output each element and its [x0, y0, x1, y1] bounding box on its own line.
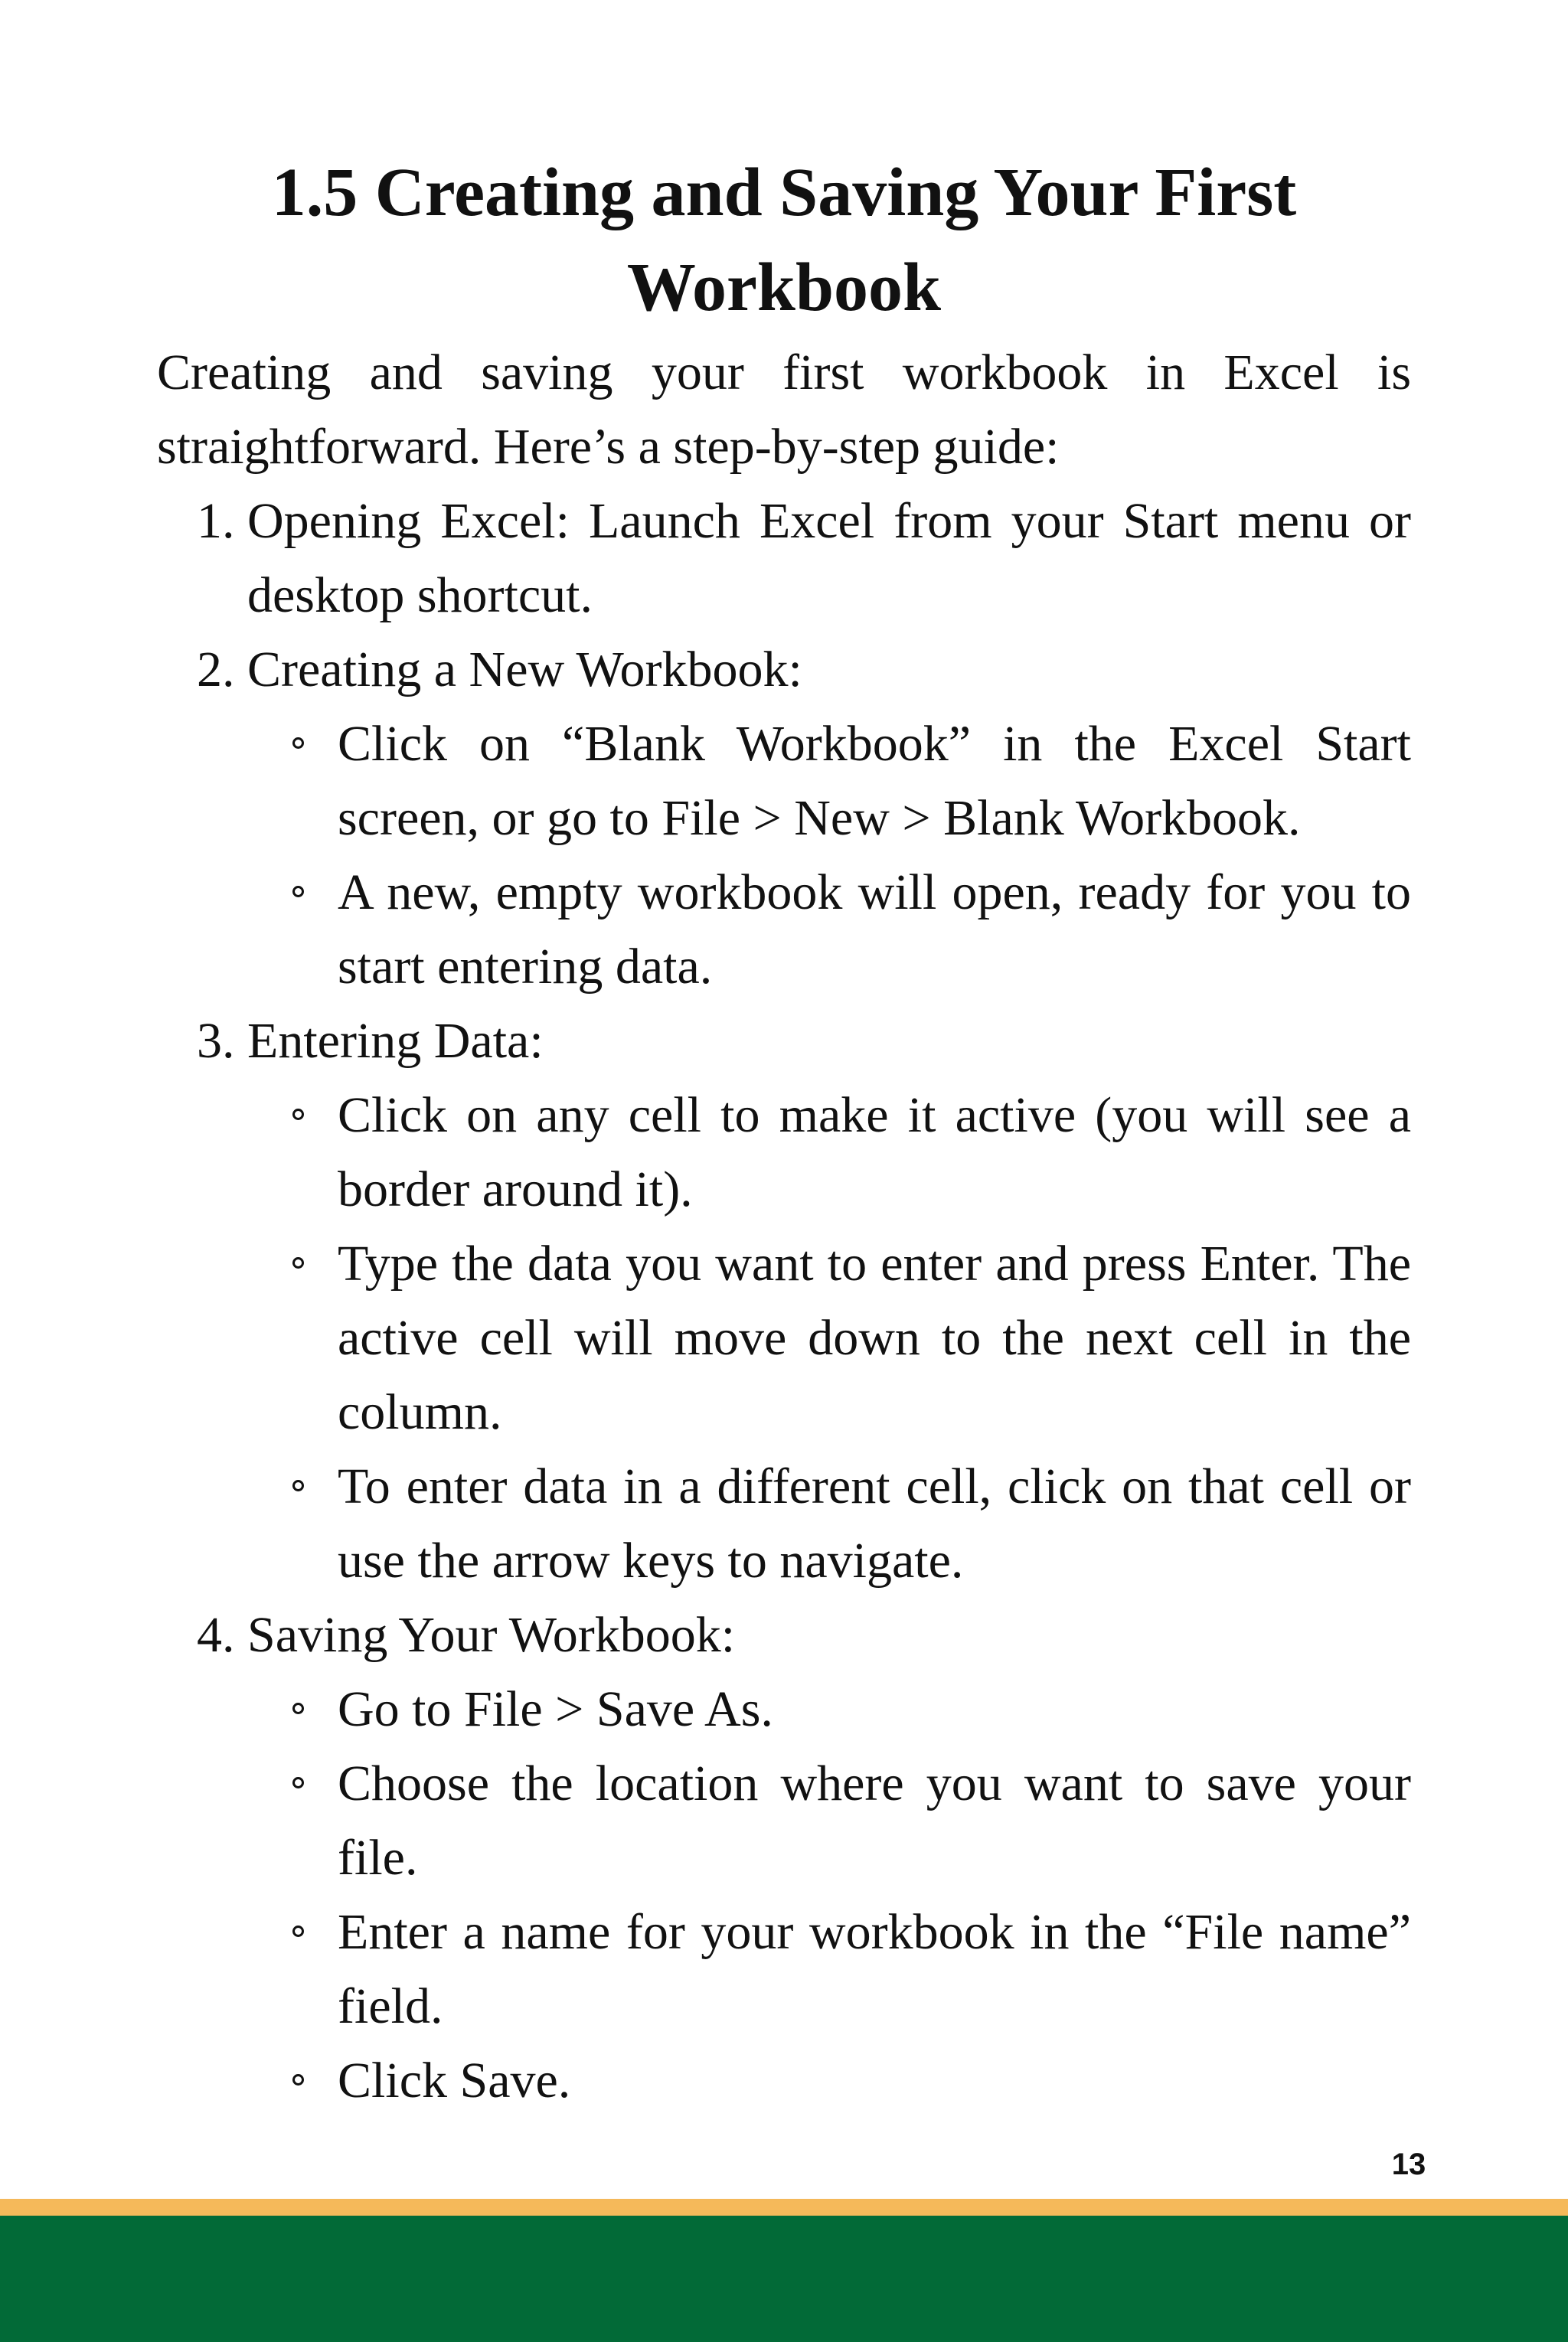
step-number: 2. — [197, 642, 235, 697]
hollow-circle-bullet-icon — [292, 2074, 304, 2086]
hollow-circle-bullet-icon — [292, 1480, 304, 1491]
step-text: Saving Your Workbook: — [247, 1607, 736, 1663]
hollow-circle-bullet-icon — [292, 1926, 304, 1937]
sub-item-text: Choose the location where you want to save your file. — [338, 1756, 1411, 1886]
sub-item-text: A new, empty workbook will open, ready for you to start entering data. — [338, 864, 1411, 995]
footer-band — [0, 2216, 1568, 2342]
step-text: Entering Data: — [247, 1013, 544, 1069]
sub-item-text: Click Save. — [338, 2053, 571, 2108]
page-content — [157, 145, 1411, 2118]
sub-list-item — [247, 1895, 1411, 2043]
sub-list-item — [247, 1449, 1411, 1598]
sub-item-text: Enter a name for your workbook in the “File name” field. — [338, 1904, 1411, 2034]
hollow-circle-bullet-icon — [292, 1777, 304, 1788]
steps-list — [157, 484, 1411, 2118]
step-text: Opening Excel: Launch Excel from your Start menu or desktop shortcut. — [247, 493, 1411, 623]
step-item — [157, 484, 1411, 632]
sub-item-text: Click on any cell to make it active (you will see a border around it). — [338, 1087, 1411, 1217]
step-number: 4. — [197, 1607, 235, 1663]
sub-list-item — [247, 855, 1411, 1004]
sub-list-item — [247, 2043, 1411, 2118]
sub-item-text: Go to File > Save As. — [338, 1681, 773, 1737]
hollow-circle-bullet-icon — [292, 1703, 304, 1714]
sub-list — [247, 1672, 1411, 2118]
page-number: 13 — [1391, 2148, 1426, 2181]
step-item — [157, 1598, 1411, 2118]
sub-list-item — [247, 1078, 1411, 1227]
hollow-circle-bullet-icon — [292, 737, 304, 749]
step-text: Creating a New Workbook: — [247, 642, 802, 697]
step-number: 3. — [197, 1013, 235, 1069]
sub-list-item — [247, 1672, 1411, 1746]
step-item — [157, 1004, 1411, 1598]
sub-list-item — [247, 707, 1411, 855]
hollow-circle-bullet-icon — [292, 886, 304, 897]
footer-stripe — [0, 2199, 1568, 2216]
sub-item-text: Type the data you want to enter and press Enter. The active cell will move down to the next cell in the column. — [338, 1236, 1411, 1440]
section-heading: 1.5 Creating and Saving Your First Workbook — [271, 155, 1297, 325]
sub-list — [247, 1078, 1411, 1598]
sub-list-item — [247, 1227, 1411, 1449]
sub-item-text: To enter data in a different cell, click on that cell or use the arrow keys to navigate. — [338, 1458, 1411, 1589]
hollow-circle-bullet-icon — [292, 1109, 304, 1120]
sub-item-text: Click on “Blank Workbook” in the Excel Start screen, or go to File > New > Blank Workbook. — [338, 716, 1411, 846]
hollow-circle-bullet-icon — [292, 1257, 304, 1269]
body-text — [157, 335, 1411, 2118]
sub-list-item — [247, 1746, 1411, 1895]
intro-paragraph: Creating and saving your first workbook in Excel is straightforward. Here’s a step-by-step guide: — [157, 345, 1411, 475]
step-number: 1. — [197, 493, 235, 549]
step-item — [157, 632, 1411, 1004]
sub-list — [247, 707, 1411, 1004]
